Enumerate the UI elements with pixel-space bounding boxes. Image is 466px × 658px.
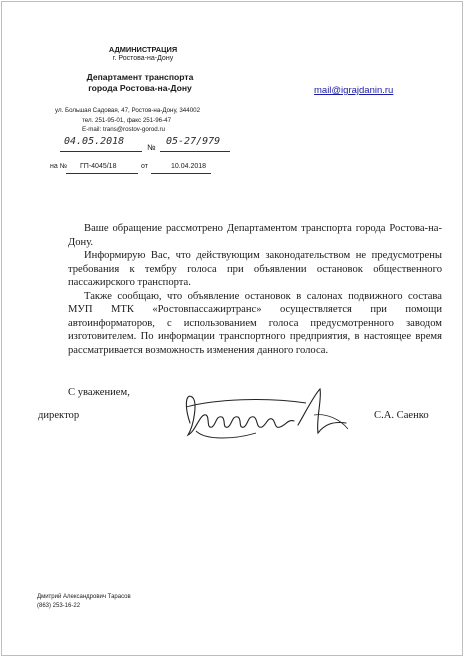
signatory-position: директор: [38, 410, 80, 421]
signature-image: [176, 385, 366, 455]
dept-title-line2: города Ростова-на-Дону: [88, 83, 192, 93]
ref-from: от: [141, 163, 148, 170]
dept-title-line1: Департамент транспорта: [86, 72, 194, 82]
admin-title: АДМИНИСТРАЦИЯ: [108, 45, 178, 54]
executor-phone: (863) 253-16-22: [37, 603, 81, 609]
ref-date: 10.04.2018: [171, 163, 207, 170]
paragraph-3: Также сообщаю, что объявление остановок в салонах подвижного состава МУП МТК «Ростовпассажиртранс» осуществляется при помощи автоинформаторов, с использованием голоса предусмотренного заводом изготовителем. По информации транспортного предприятия, в настоящее время рассматривается возможность изменения данного голоса.: [68, 290, 442, 356]
closing-regards: С уважением,: [68, 387, 130, 398]
handwritten-date: 04.05.2018: [64, 136, 125, 147]
date-underline: [60, 151, 142, 152]
signatory-name: С.А. Саенко: [374, 410, 429, 421]
number-underline: [160, 151, 230, 152]
dept-address: ул. Большая Садовая, 47, Ростов-на-Дону, 344002: [55, 107, 201, 114]
ref-number-underline: [66, 173, 138, 174]
ref-number: ГП-4045/18: [80, 163, 117, 170]
ref-prefix: на №: [50, 163, 68, 170]
number-label: №: [147, 143, 156, 152]
paragraph-1: Ваше обращение рассмотрено Департаментом транспорта города Ростова-на-Дону.: [68, 223, 442, 248]
letter-body: [68, 222, 442, 357]
handwritten-number: 05-27/979: [166, 136, 221, 147]
admin-city: г. Ростова-на-Дону: [112, 55, 174, 62]
recipient-email-link[interactable]: mail@igrajdanin.ru: [314, 85, 394, 96]
executor-name: Дмитрий Александрович Тарасов: [37, 594, 131, 600]
ref-date-underline: [151, 173, 211, 174]
dept-phone: тел. 251-95-01, факс 251-96-47: [82, 117, 172, 124]
dept-email: E-mail: trans@rostov-gorod.ru: [82, 126, 165, 133]
paragraph-2: Информирую Вас, что действующим законодательством не предусмотрены требования к тембру голоса при объявлении остановок общественного пассажирского транспорта.: [68, 250, 442, 288]
